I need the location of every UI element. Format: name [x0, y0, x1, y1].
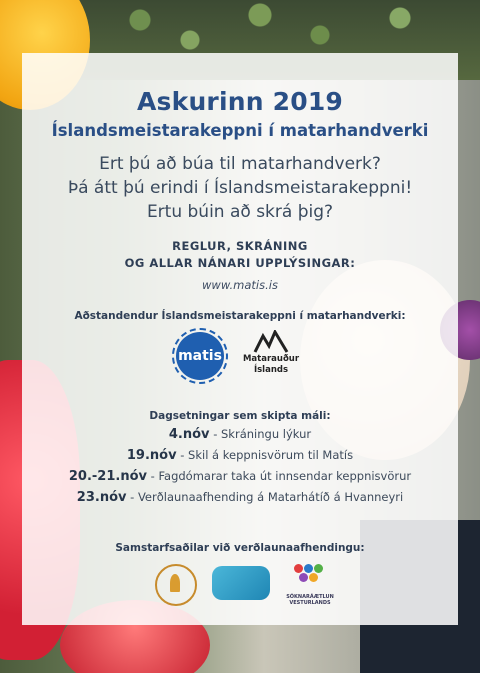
soknaraaetlun-label: SÓKNARÁÆTLUN VESTURLANDS — [286, 594, 334, 606]
sponsor-logos — [22, 328, 458, 388]
date-description: - Skil á keppnisvörum til Matís — [176, 448, 354, 462]
soknaraaetlun-logo — [294, 564, 322, 592]
date-item — [22, 424, 458, 445]
page-subtitle: Íslandsmeistarakeppni í matarhandverki — [51, 121, 429, 140]
matis-logo: matis — [176, 332, 224, 380]
landssamband-logo — [155, 564, 197, 606]
date-value: 4.nóv — [168, 427, 210, 442]
mataraudur-label: Matarauður — [242, 354, 300, 364]
vesturland-map-logo — [212, 566, 270, 600]
partners-label: Samstarfsaðilar við verðlaunaafhendingu: — [115, 542, 365, 554]
poster-card — [22, 53, 458, 625]
mataraudur-logo — [236, 330, 306, 386]
question-line: Ert þú að búa til matarhandverk? — [99, 154, 381, 174]
date-description: - Verðlaunaafhending á Matarhátíð á Hvanneyri — [126, 490, 404, 504]
rules-line: REGLUR, SKRÁNING — [172, 239, 308, 253]
rules-heading — [22, 238, 458, 272]
date-description: - Fagdómarar taka út innsendar keppnisvörur — [147, 469, 412, 483]
date-value: 23.nóv — [76, 490, 127, 505]
question-line: Ertu búin að skrá þig? — [146, 202, 334, 222]
dates-list — [22, 424, 458, 508]
page-title: Askurinn 2019 — [136, 87, 344, 116]
date-item — [22, 445, 458, 466]
sponsors-label: Aðstandendur Íslandsmeistarakeppni í matarhandverki: — [74, 310, 406, 322]
rules-line: OG ALLAR NÁNARI UPPLÝSINGAR: — [124, 256, 356, 270]
mataraudur-label: Íslands — [253, 365, 289, 375]
question-line: Þá átt þú erindi í Íslandsmeistarakeppni! — [67, 178, 413, 198]
date-item — [22, 466, 458, 487]
partner-logos — [22, 564, 458, 608]
website-link[interactable]: www.matis.is — [202, 278, 278, 292]
date-description: - Skráningu lýkur — [209, 427, 312, 441]
mountain-icon — [253, 330, 289, 354]
date-value: 20.-21.nóv — [68, 469, 147, 484]
dates-heading: Dagsetningar sem skipta máli: — [149, 410, 331, 422]
date-item — [22, 487, 458, 508]
date-value: 19.nóv — [126, 448, 177, 463]
